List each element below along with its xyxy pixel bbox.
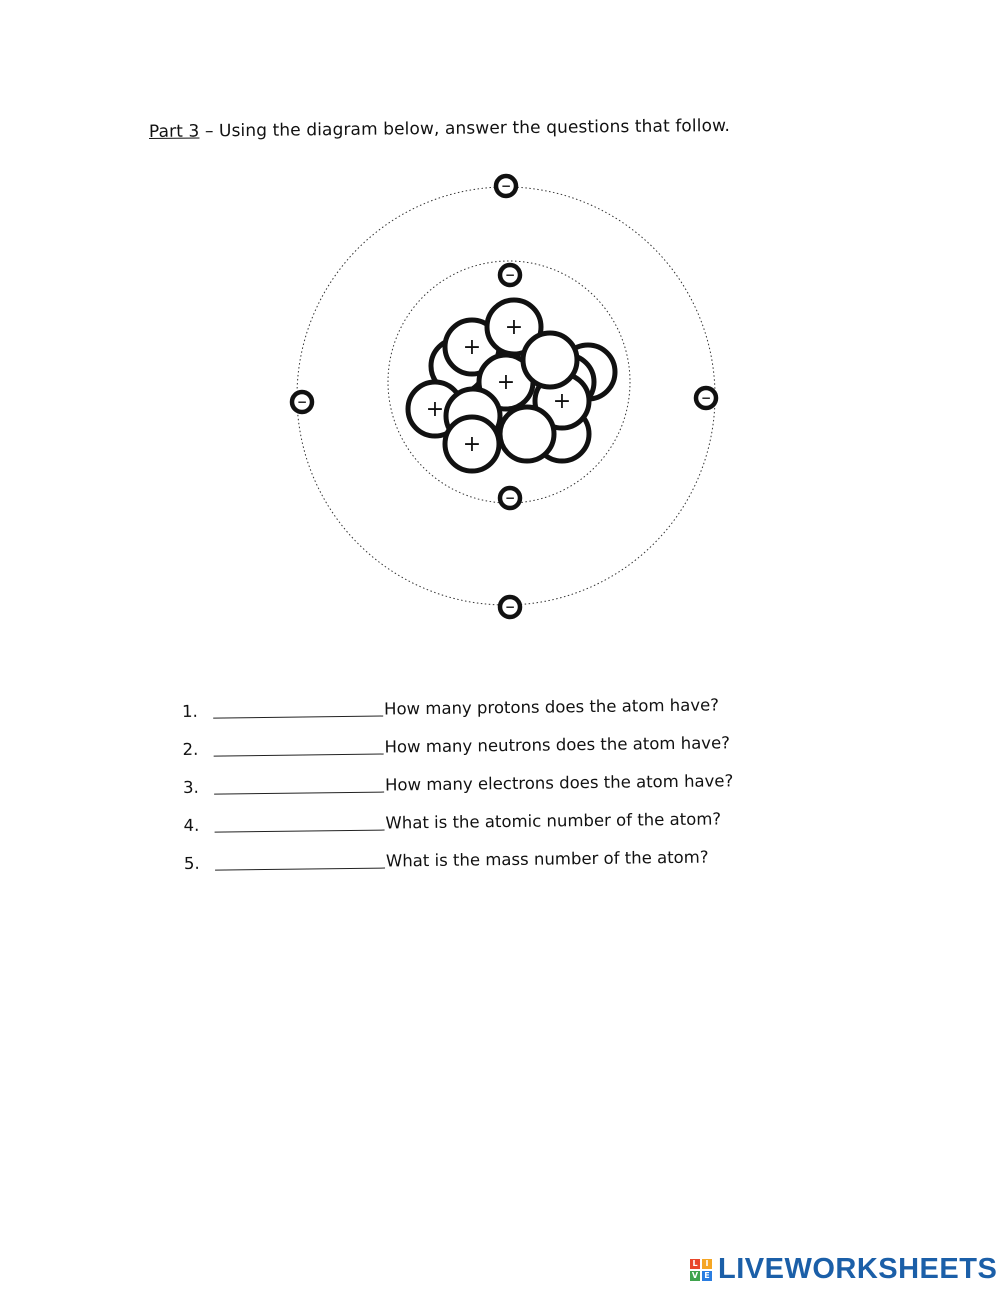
question-number: 4. — [183, 815, 200, 835]
svg-text:−: − — [500, 179, 512, 193]
question-number: 5. — [183, 853, 200, 873]
svg-text:−: − — [504, 491, 516, 505]
question-number: 1. — [182, 701, 198, 721]
question-list — [182, 695, 735, 892]
proton-sign: + — [504, 315, 524, 340]
proton-sign: + — [496, 370, 516, 395]
logo-text: LIVEWORKSHEETS — [718, 1253, 998, 1285]
svg-text:−: − — [504, 268, 516, 282]
proton-sign: + — [552, 389, 572, 414]
liveworksheets-logo — [690, 1253, 997, 1286]
question-text: How many neutrons does the atom have? — [384, 733, 731, 757]
logo-letter: V — [691, 1271, 699, 1280]
electron — [292, 392, 312, 412]
question-text: How many electrons does the atom have? — [384, 771, 734, 795]
electron — [496, 176, 516, 196]
logo-letter: E — [702, 1271, 712, 1281]
proton-sign: + — [425, 397, 445, 422]
atom-diagram — [280, 160, 740, 630]
part-label: Part 3 — [148, 121, 200, 142]
electron — [500, 488, 520, 508]
svg-text:−: − — [504, 600, 516, 614]
answer-blank[interactable] — [214, 791, 384, 795]
question-row — [184, 847, 735, 892]
question-text: What is the mass number of the atom? — [385, 847, 709, 871]
question-text: How many protons does the atom have? — [383, 695, 720, 719]
svg-text:−: − — [296, 395, 308, 409]
electron — [500, 265, 520, 285]
electron — [696, 388, 716, 408]
part-instruction: – Using the diagram below, answer the questions that follow. — [199, 115, 731, 142]
logo-letter: L — [690, 1259, 700, 1269]
question-number: 3. — [182, 777, 199, 797]
part-heading — [149, 116, 730, 142]
answer-blank[interactable] — [213, 715, 383, 719]
answer-blank[interactable] — [215, 829, 385, 833]
neutron — [523, 333, 577, 387]
svg-text:−: − — [700, 391, 712, 405]
logo-mark-icon — [690, 1259, 712, 1281]
nucleus — [408, 300, 615, 471]
answer-blank[interactable] — [214, 753, 384, 757]
logo-letter: I — [702, 1259, 712, 1269]
neutron — [500, 407, 554, 461]
question-text: What is the atomic number of the atom? — [385, 809, 722, 833]
answer-blank[interactable] — [215, 867, 385, 871]
electron — [500, 597, 520, 617]
proton-sign: + — [462, 335, 482, 360]
question-number: 2. — [182, 739, 199, 759]
proton-sign: + — [462, 432, 482, 457]
